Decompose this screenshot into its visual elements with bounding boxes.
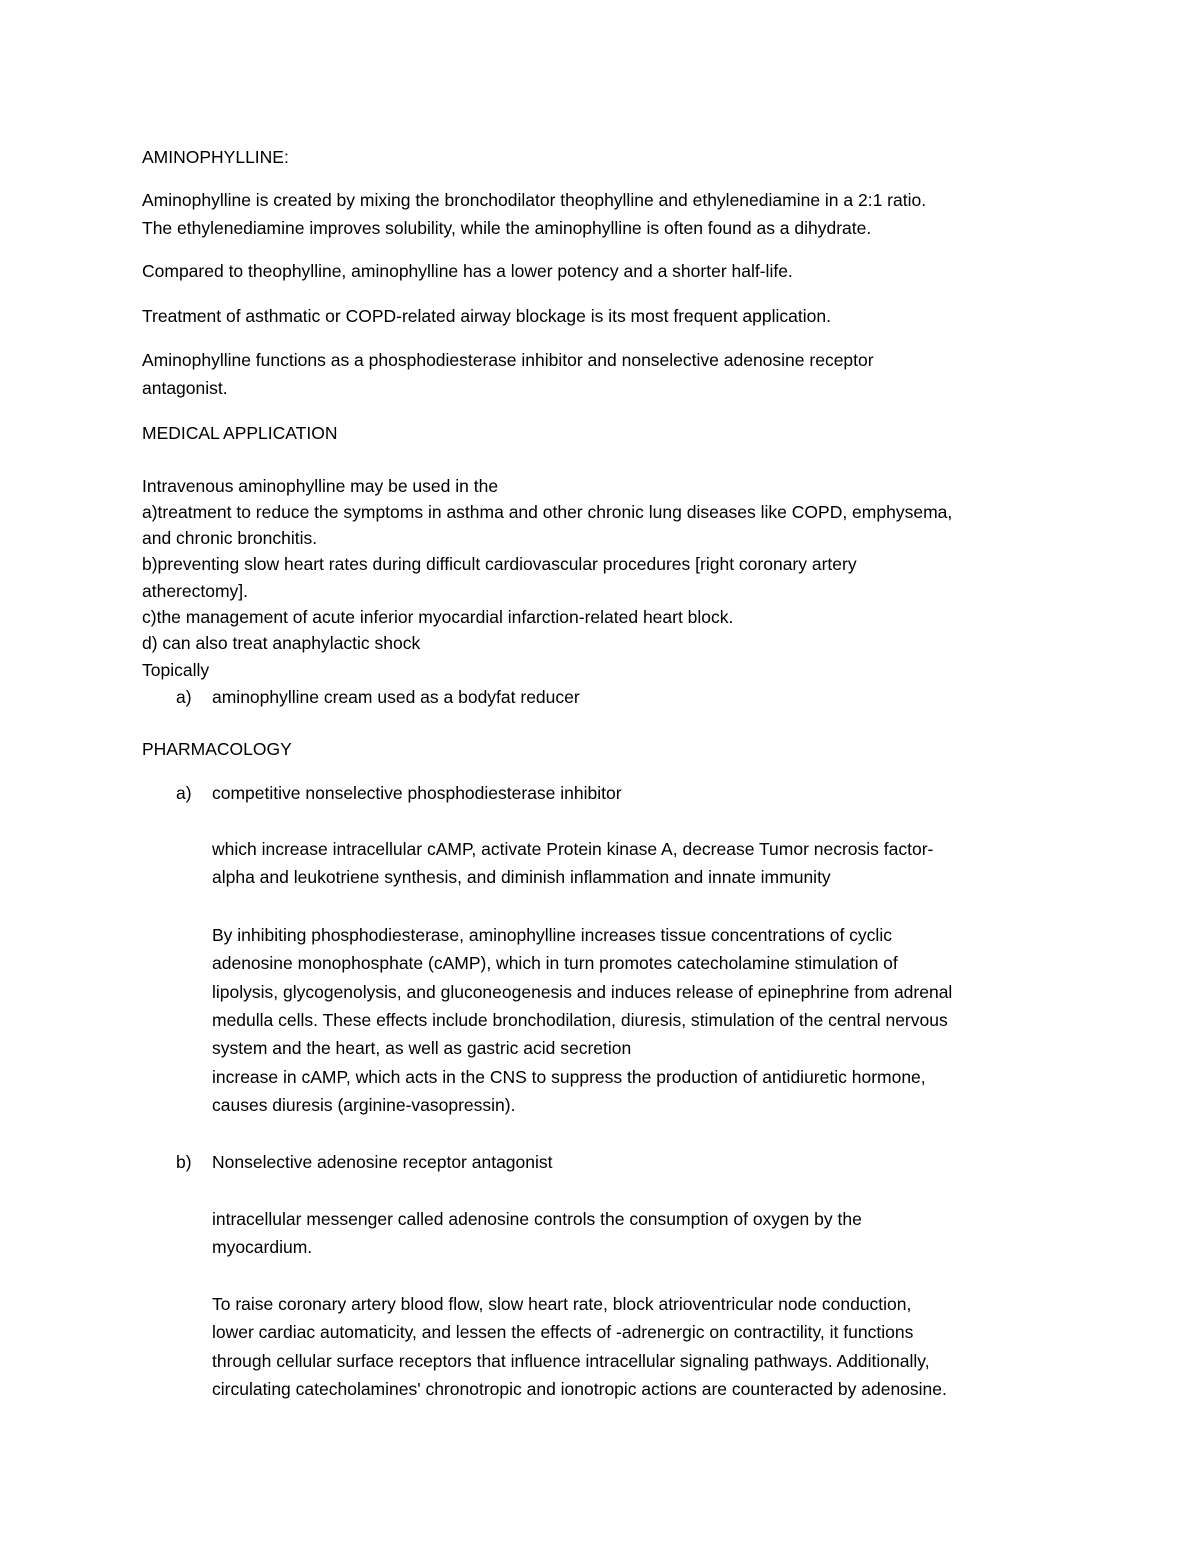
intro-paragraph-1-line-2: The ethylenediamine improves solubility, while the aminophylline is often found as a dihydrate. — [142, 218, 872, 238]
pharm-a-para-1-line-1: which increase intracellular cAMP, activate Protein kinase A, decrease Tumor necrosis factor- — [212, 839, 934, 859]
pharm-b-para-2-line-2: lower cardiac automaticity, and lessen the effects of -adrenergic on contractility, it functions — [212, 1322, 914, 1342]
medical-line-5: atherectomy]. — [142, 581, 249, 601]
pharm-a-marker: a) — [176, 783, 192, 803]
pharm-b-para-2-line-1: To raise coronary artery blood flow, slow heart rate, block atrioventricular node conduction, — [212, 1294, 912, 1314]
pharm-b-para-2-line-3: through cellular surface receptors that influence intracellular signaling pathways. Additionally, — [212, 1351, 930, 1371]
medical-line-3: and chronic bronchitis. — [142, 528, 318, 548]
pharmacology-heading: PHARMACOLOGY — [142, 739, 292, 759]
medical-line-7: d) can also treat anaphylactic shock — [142, 633, 421, 653]
intro-paragraph-4-line-2: antagonist. — [142, 378, 228, 398]
medical-line-1: Intravenous aminophylline may be used in the — [142, 476, 499, 496]
intro-paragraph-2: Compared to theophylline, aminophylline has a lower potency and a shorter half-life. — [142, 261, 793, 281]
pharm-a-para-2-line-3: lipolysis, glycogenolysis, and gluconeogenesis and induces release of epinephrine from adrenal — [212, 982, 953, 1002]
pharm-a-para-2-line-2: adenosine monophosphate (cAMP), which in turn promotes catecholamine stimulation of — [212, 953, 898, 973]
pharm-b-para-1-line-2: myocardium. — [212, 1237, 313, 1257]
intro-paragraph-3: Treatment of asthmatic or COPD-related airway blockage is its most frequent application. — [142, 306, 831, 326]
medical-line-6: c)the management of acute inferior myocardial infarction-related heart block. — [142, 607, 734, 627]
medical-line-4: b)preventing slow heart rates during difficult cardiovascular procedures [right coronary artery — [142, 554, 857, 574]
pharm-a-para-2-line-5: system and the heart, as well as gastric acid secretion — [212, 1038, 632, 1058]
topical-list-marker: a) — [176, 687, 192, 707]
medical-line-2: a)treatment to reduce the symptoms in asthma and other chronic lung diseases like COPD, emphysema, — [142, 502, 953, 522]
pharm-a-para-2-line-4: medulla cells. These effects include bronchodilation, diuresis, stimulation of the central nervous — [212, 1010, 948, 1030]
intro-paragraph-4-line-1: Aminophylline functions as a phosphodiesterase inhibitor and nonselective adenosine receptor — [142, 350, 874, 370]
medical-line-topically: Topically — [142, 660, 210, 680]
pharm-b-para-2-line-4: circulating catecholamines' chronotropic and ionotropic actions are counteracted by adenosine. — [212, 1379, 947, 1399]
pharm-b-para-1-line-1: intracellular messenger called adenosine controls the consumption of oxygen by the — [212, 1209, 862, 1229]
medical-application-heading: MEDICAL APPLICATION — [142, 423, 338, 443]
pharm-b-title: Nonselective adenosine receptor antagonist — [212, 1152, 553, 1172]
pharm-a-title: competitive nonselective phosphodiesterase inhibitor — [212, 783, 622, 803]
main-heading: AMINOPHYLLINE: — [142, 147, 289, 167]
pharm-b-marker: b) — [176, 1152, 192, 1172]
pharm-a-para-2-line-1: By inhibiting phosphodiesterase, aminophylline increases tissue concentrations of cyclic — [212, 925, 892, 945]
pharm-a-para-2-line-6: increase in cAMP, which acts in the CNS to suppress the production of antidiuretic hormone, — [212, 1067, 926, 1087]
pharm-a-para-2-line-7: causes diuresis (arginine-vasopressin). — [212, 1095, 516, 1115]
topical-list-item: aminophylline cream used as a bodyfat reducer — [212, 687, 580, 707]
intro-paragraph-1-line-1: Aminophylline is created by mixing the bronchodilator theophylline and ethylenediamine in a 2:1 ratio. — [142, 190, 927, 210]
pharm-a-para-1-line-2: alpha and leukotriene synthesis, and diminish inflammation and innate immunity — [212, 867, 831, 887]
